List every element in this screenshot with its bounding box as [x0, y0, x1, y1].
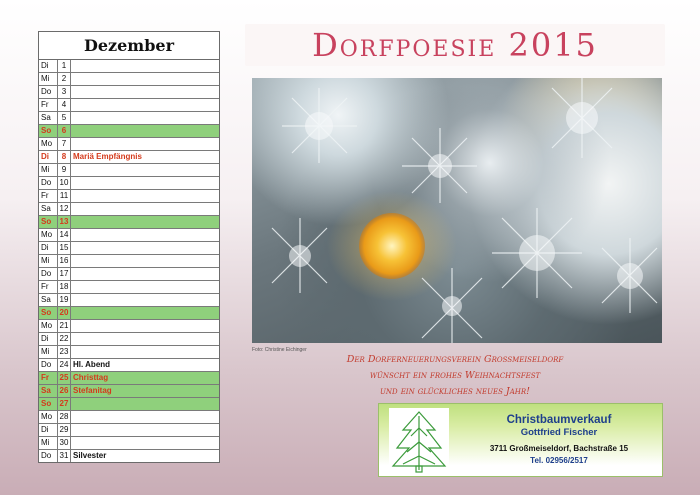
calendar-weekday: Di	[39, 424, 58, 436]
calendar-event	[71, 437, 219, 449]
calendar-event	[71, 60, 219, 72]
page-title: Dorfpoesie 2015	[245, 24, 665, 66]
calendar-row	[39, 398, 219, 411]
calendar-weekday: Mi	[39, 437, 58, 449]
calendar-event	[71, 294, 219, 306]
calendar-weekday: Fr	[39, 190, 58, 202]
ad-text	[461, 414, 657, 465]
greeting-line-2: wünscht ein frohes Weihnachtsfest	[369, 370, 541, 381]
calendar-day-number: 26	[58, 385, 71, 397]
calendar-weekday: Fr	[39, 281, 58, 293]
calendar-weekday: Sa	[39, 294, 58, 306]
greeting-line-1: Der Dorferneuerungsverein Großmeiseldorf	[346, 354, 564, 365]
calendar-weekday: Mi	[39, 164, 58, 176]
calendar-row	[39, 164, 219, 177]
calendar-event: Mariä Empfängnis	[73, 152, 142, 161]
calendar-row	[39, 268, 219, 281]
greeting-text	[300, 352, 610, 400]
calendar-row	[39, 73, 219, 86]
calendar-event	[71, 164, 219, 176]
christmas-tree-icon	[389, 408, 449, 474]
calendar-event	[71, 73, 219, 85]
calendar-day-number: 15	[58, 242, 71, 254]
calendar-event: Christtag	[73, 373, 109, 382]
calendar-weekday: Do	[39, 86, 58, 98]
calendar-weekday: Sa	[39, 385, 58, 397]
calendar-day-number: 22	[58, 333, 71, 345]
calendar-weekday: Mi	[39, 346, 58, 358]
photo-credit: Foto: Christine Eichinger	[252, 347, 307, 353]
calendar-day-number: 25	[58, 372, 71, 384]
calendar-event	[71, 398, 219, 410]
calendar-row	[39, 242, 219, 255]
frost-photo	[252, 78, 662, 343]
calendar-day-number: 13	[58, 216, 71, 228]
calendar-row	[39, 385, 219, 398]
ad-title: Christbaumverkauf	[506, 414, 612, 426]
calendar-row	[39, 229, 219, 242]
calendar-row	[39, 320, 219, 333]
calendar-row	[39, 450, 219, 462]
calendar-day-number: 24	[58, 359, 71, 371]
calendar-day-number: 12	[58, 203, 71, 215]
calendar-day-number: 8	[58, 151, 71, 163]
calendar-day-number: 6	[58, 125, 71, 137]
calendar-weekday: So	[39, 125, 58, 137]
calendar-row	[39, 216, 219, 229]
calendar-weekday: Di	[39, 242, 58, 254]
calendar-weekday: Mi	[39, 73, 58, 85]
sun	[359, 213, 425, 279]
calendar-row	[39, 177, 219, 190]
calendar-row	[39, 333, 219, 346]
calendar-weekday: Sa	[39, 203, 58, 215]
calendar-day-number: 30	[58, 437, 71, 449]
calendar-event	[71, 99, 219, 111]
calendar-row	[39, 372, 219, 385]
calendar-weekday: So	[39, 398, 58, 410]
calendar-weekday: Mo	[39, 320, 58, 332]
calendar-day-number: 1	[58, 60, 71, 72]
calendar-event: Hl. Abend	[73, 360, 111, 369]
calendar-event	[71, 125, 219, 137]
calendar-weekday: Do	[39, 177, 58, 189]
calendar-event	[71, 216, 219, 228]
calendar-row	[39, 424, 219, 437]
calendar-weekday: Sa	[39, 112, 58, 124]
calendar-rows	[39, 60, 219, 462]
calendar-event	[71, 268, 219, 280]
calendar-event	[71, 177, 219, 189]
calendar-day-number: 17	[58, 268, 71, 280]
ad-phone: Tel. 02956/2517	[530, 456, 588, 465]
calendar-event	[71, 86, 219, 98]
calendar-day-number: 9	[58, 164, 71, 176]
calendar-day-number: 16	[58, 255, 71, 267]
calendar-weekday: Do	[39, 359, 58, 371]
calendar-day-number: 20	[58, 307, 71, 319]
ad-name: Gottfried Fischer	[520, 427, 598, 438]
calendar-day-number: 4	[58, 99, 71, 111]
calendar-event	[71, 255, 219, 267]
calendar-row	[39, 99, 219, 112]
greeting-line-3: und ein glückliches neues Jahr!	[380, 386, 530, 397]
calendar-row	[39, 307, 219, 320]
calendar-day-number: 29	[58, 424, 71, 436]
calendar-day-number: 18	[58, 281, 71, 293]
calendar-day-number: 28	[58, 411, 71, 423]
calendar-weekday: So	[39, 216, 58, 228]
calendar-row	[39, 151, 219, 164]
calendar-row	[39, 190, 219, 203]
calendar-row	[39, 60, 219, 73]
calendar-weekday: Mi	[39, 255, 58, 267]
calendar-event	[71, 190, 219, 202]
calendar-weekday: Di	[39, 151, 58, 163]
calendar-day-number: 21	[58, 320, 71, 332]
calendar-day-number: 3	[58, 86, 71, 98]
calendar-row	[39, 86, 219, 99]
calendar-day-number: 7	[58, 138, 71, 150]
calendar-row	[39, 437, 219, 450]
christmas-tree-sale-ad	[378, 403, 663, 477]
calendar-event	[71, 203, 219, 215]
calendar-weekday: Do	[39, 268, 58, 280]
calendar-event	[71, 138, 219, 150]
calendar-day-number: 31	[58, 450, 71, 462]
calendar-row	[39, 281, 219, 294]
calendar-row	[39, 294, 219, 307]
calendar-day-number: 19	[58, 294, 71, 306]
calendar-event: Stefanitag	[73, 386, 112, 395]
calendar-row	[39, 125, 219, 138]
calendar-row	[39, 346, 219, 359]
calendar-weekday: Di	[39, 333, 58, 345]
ad-address: 3711 Großmeiseldorf, Bachstraße 15	[489, 444, 629, 453]
calendar-event	[71, 424, 219, 436]
calendar-weekday: Mo	[39, 229, 58, 241]
calendar-event	[71, 411, 219, 423]
calendar-weekday: So	[39, 307, 58, 319]
calendar	[38, 31, 220, 463]
calendar-day-number: 27	[58, 398, 71, 410]
calendar-weekday: Di	[39, 60, 58, 72]
calendar-weekday: Mo	[39, 411, 58, 423]
calendar-event: Silvester	[73, 451, 107, 460]
calendar-event	[71, 242, 219, 254]
calendar-event	[71, 229, 219, 241]
calendar-weekday: Mo	[39, 138, 58, 150]
calendar-weekday: Fr	[39, 99, 58, 111]
calendar-event	[71, 320, 219, 332]
calendar-weekday: Fr	[39, 372, 58, 384]
calendar-month-title: Dezember	[39, 32, 219, 60]
calendar-day-number: 14	[58, 229, 71, 241]
calendar-row	[39, 359, 219, 372]
calendar-day-number: 5	[58, 112, 71, 124]
calendar-event	[71, 346, 219, 358]
calendar-day-number: 2	[58, 73, 71, 85]
calendar-day-number: 11	[58, 190, 71, 202]
calendar-row	[39, 255, 219, 268]
calendar-row	[39, 138, 219, 151]
calendar-row	[39, 203, 219, 216]
calendar-event	[71, 112, 219, 124]
calendar-event	[71, 307, 219, 319]
calendar-row	[39, 411, 219, 424]
calendar-day-number: 10	[58, 177, 71, 189]
calendar-day-number: 23	[58, 346, 71, 358]
calendar-event	[71, 333, 219, 345]
frost-crystals	[252, 78, 662, 343]
calendar-weekday: Do	[39, 450, 58, 462]
calendar-event	[71, 281, 219, 293]
calendar-row	[39, 112, 219, 125]
